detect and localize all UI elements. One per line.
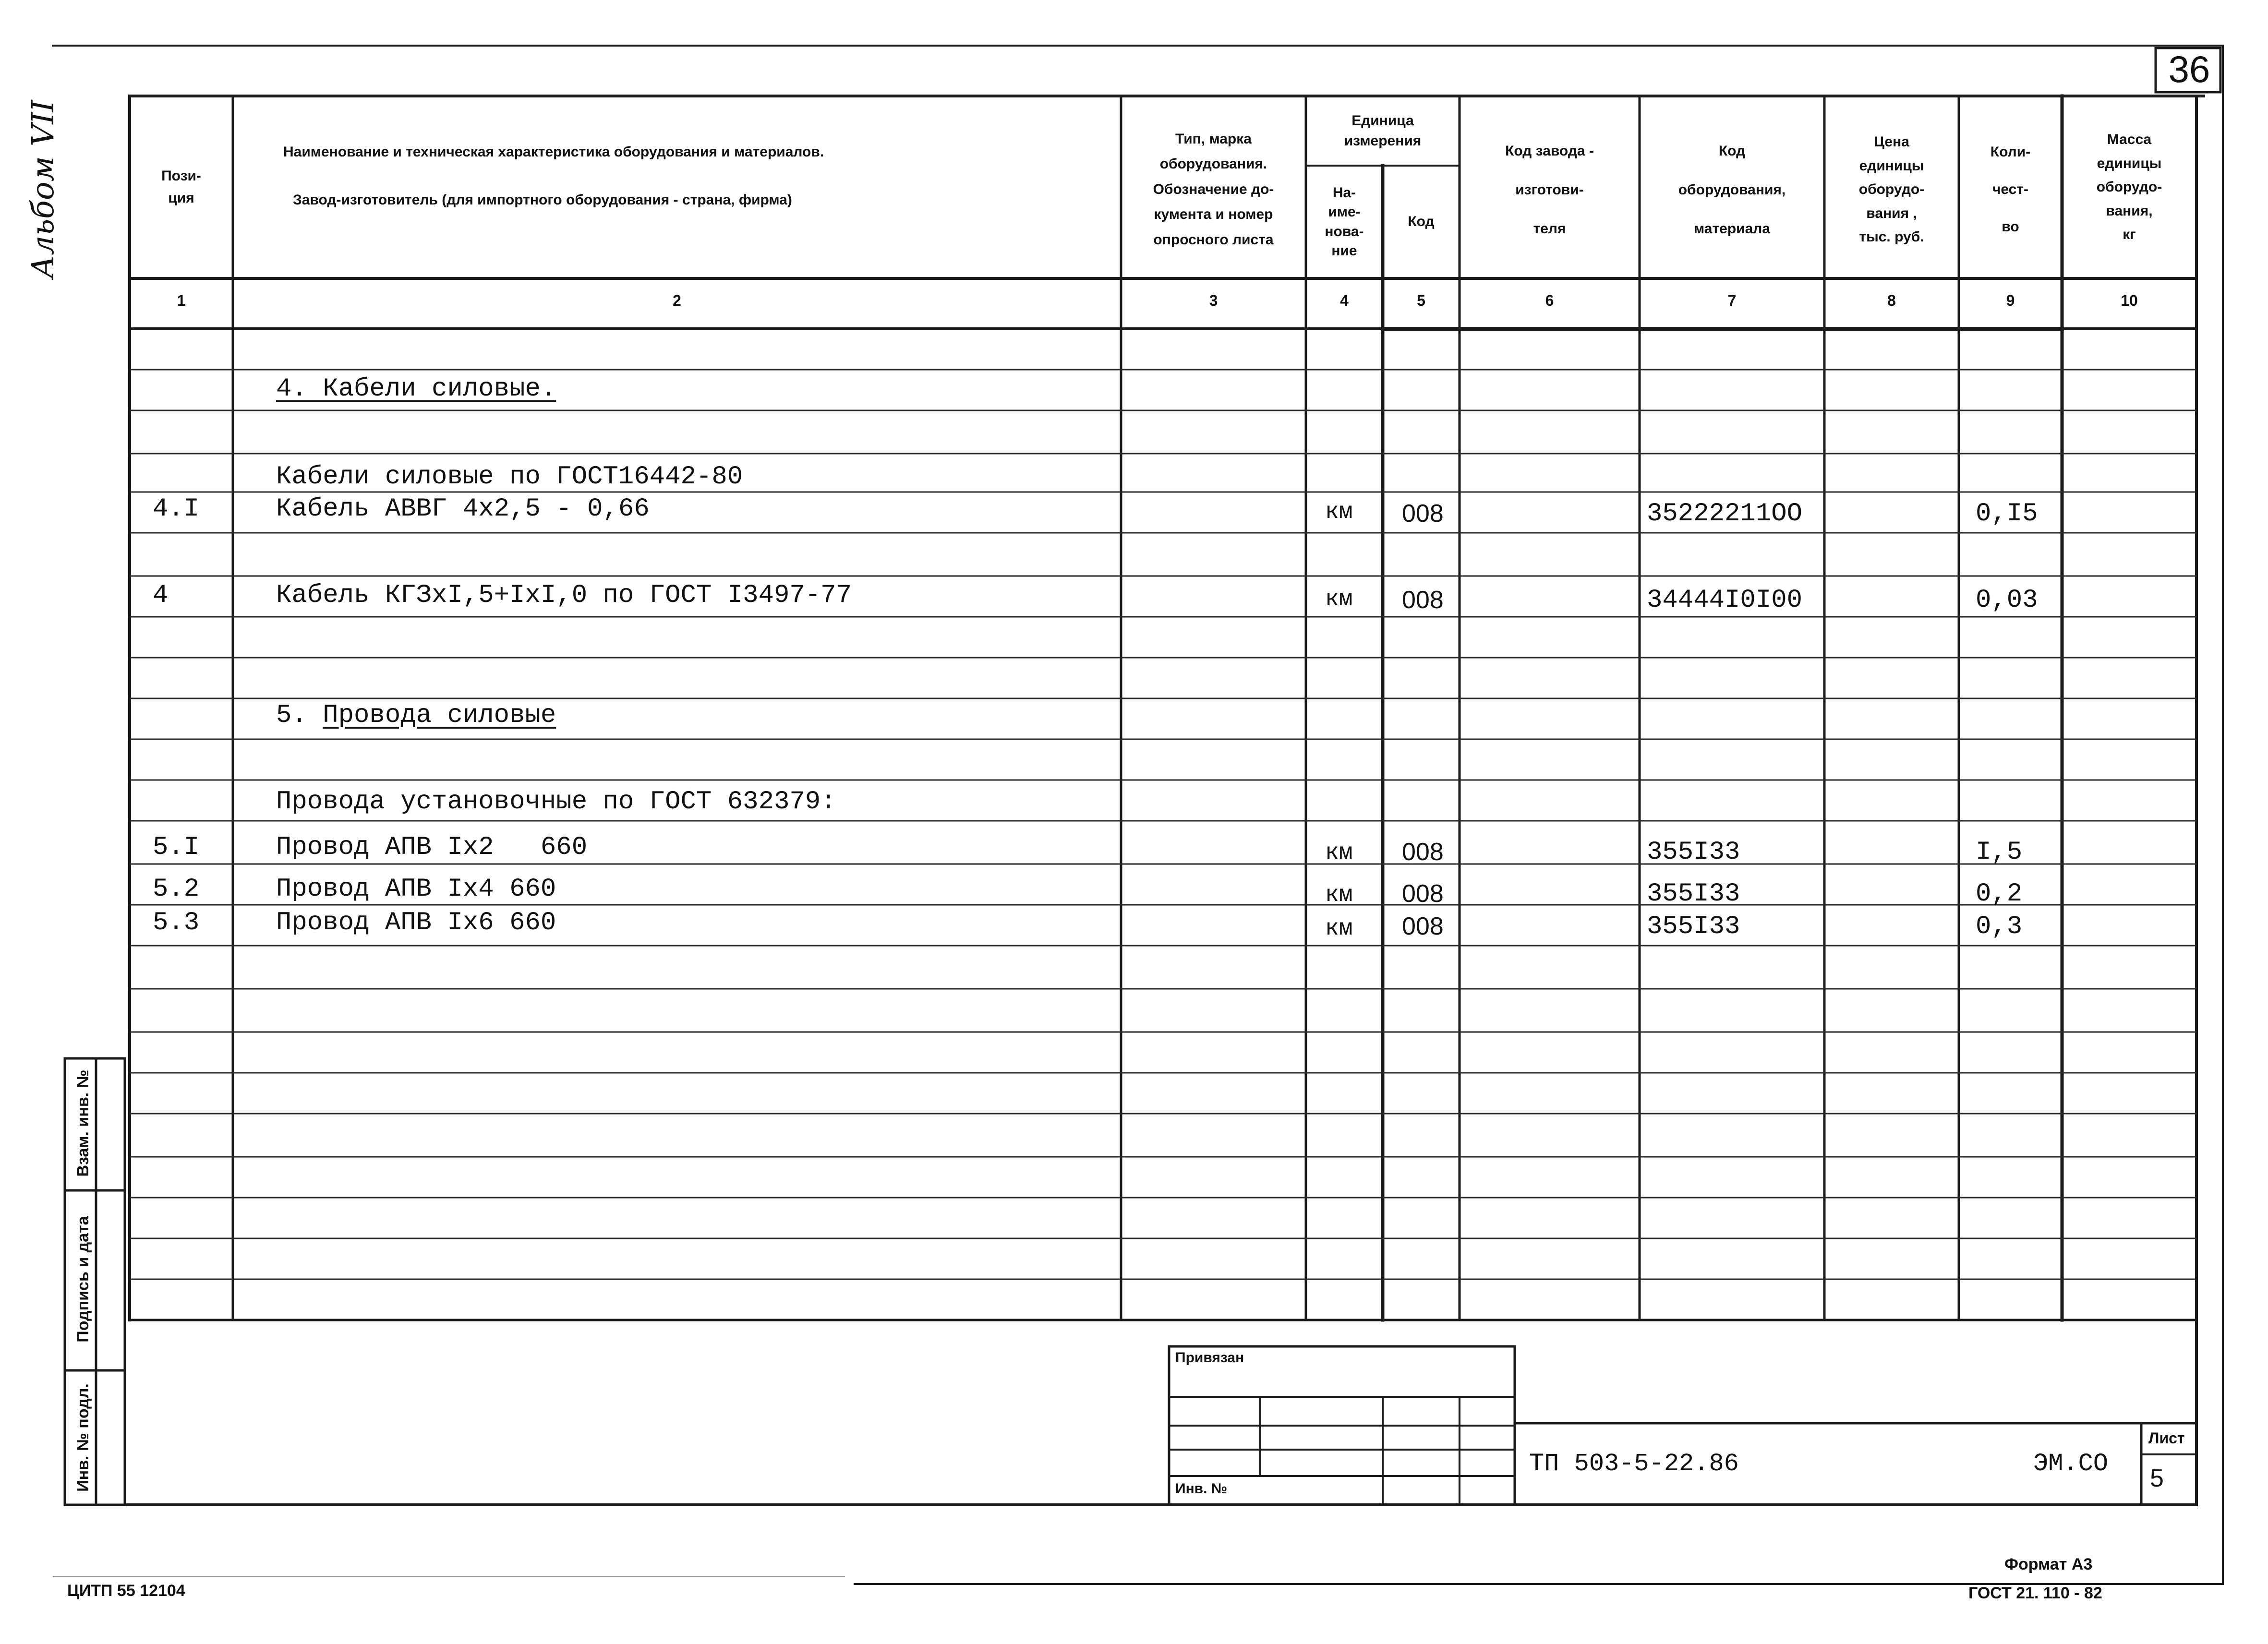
row-material-code: 355I33 [1647, 879, 1740, 909]
row-unit: км [1325, 499, 1353, 525]
album-label: Альбом VII [25, 100, 61, 278]
row-position: 4 [153, 581, 169, 610]
stamp-inv-podl: Инв. № подл. [74, 1383, 92, 1492]
title-privyazan: Привязан [1175, 1350, 1244, 1366]
row-name: Кабель КГЗхI,5+IхI,0 по ГОСТ I3497-77 [276, 581, 852, 610]
title-doc-code: ТП 503-5-22.86 [1529, 1450, 1739, 1478]
stamp-signature-date: Подпись и дата [74, 1216, 92, 1343]
row-name: Провод АПВ Iх2 660 [276, 833, 588, 862]
column-number-6: 6 [1545, 292, 1554, 309]
section-heading-cables: 4. Кабели силовые. [276, 374, 556, 404]
column-number-10: 10 [2121, 292, 2138, 309]
row-name: Провод АПВ Iх6 660 [276, 908, 556, 937]
group-title-cables: Кабели силовые по ГОСТ16442-80 [276, 462, 743, 492]
row-position: 5.3 [153, 908, 200, 937]
section-heading-wires-text: 5. Провода силовые [276, 701, 556, 730]
row-position: 4.I [153, 494, 200, 524]
footer-left: ЦИТП 55 12104 [67, 1582, 185, 1600]
row-material-code: 35222211OO [1647, 499, 1803, 528]
column-number-8: 8 [1887, 292, 1896, 309]
row-quantity: 0,2 [1976, 879, 2023, 909]
row-unit-code: 008 [1402, 912, 1444, 940]
header-col2-line2: Завод-изготовитель (для импортного оборудования - страна, фирма) [293, 192, 792, 208]
row-unit-code: 008 [1402, 500, 1444, 528]
header-col9: Коли- чест- во [1990, 144, 2031, 235]
column-number-7: 7 [1727, 292, 1737, 309]
group-title-wires: Провода установочные по ГОСТ 632379: [276, 787, 836, 816]
footer-gost: ГОСТ 21. 110 - 82 [1968, 1584, 2102, 1602]
title-mark: ЭМ.СО [2033, 1450, 2109, 1478]
header-col5: Код [1408, 214, 1435, 230]
header-col6: Код завода - изготови- теля [1505, 143, 1594, 237]
stamp-vzam-inv: Взам. инв. № [74, 1069, 92, 1177]
header-col2-line1: Наименование и техническая характеристика оборудования и материалов. [283, 144, 824, 160]
header-unit-group: Единица измерения [1344, 112, 1422, 149]
row-quantity: I,5 [1976, 838, 2023, 867]
column-number-5: 5 [1417, 292, 1425, 309]
title-list-label: Лист [2148, 1429, 2185, 1447]
row-position: 5.I [153, 833, 200, 862]
title-inv-no: Инв. № [1175, 1481, 1228, 1497]
column-number-9: 9 [2006, 292, 2015, 309]
row-unit-code: 008 [1402, 838, 1444, 866]
column-number-2: 2 [673, 292, 681, 309]
title-list-number: 5 [2150, 1464, 2164, 1492]
header-col7: Код оборудования, материала [1678, 143, 1786, 237]
header-col1: Пози- ция [161, 168, 201, 206]
row-unit: км [1325, 882, 1353, 908]
row-name: Провод АПВ Iх4 660 [276, 875, 556, 904]
header-col10: Масса единицы оборудо- вания, кг [2096, 132, 2162, 243]
header-col4: На- име- нова- ние [1325, 184, 1364, 259]
row-unit: км [1325, 840, 1353, 866]
row-unit-code: 008 [1402, 586, 1444, 614]
row-material-code: 355I33 [1647, 838, 1740, 867]
footer-format: Формат А3 [2004, 1555, 2093, 1573]
row-position: 5.2 [153, 875, 200, 904]
column-number-4: 4 [1340, 292, 1349, 309]
row-quantity: 0,I5 [1976, 499, 2038, 528]
row-quantity: 0,03 [1976, 586, 2038, 615]
section-heading-wires [276, 701, 556, 730]
row-unit-code: 008 [1402, 880, 1444, 908]
row-unit: км [1325, 587, 1353, 612]
column-number-1: 1 [177, 292, 186, 309]
row-unit: км [1325, 916, 1353, 942]
row-quantity: 0,3 [1976, 912, 2023, 941]
page-number: 36 [2168, 48, 2210, 90]
row-material-code: 34444I0I00 [1647, 586, 1803, 615]
header-col3: Тип, марка оборудования. Обозначение до- кумента и номер опросного листа [1153, 131, 1274, 248]
row-name: Кабель АВВГ 4х2,5 - 0,66 [276, 494, 650, 524]
column-number-3: 3 [1209, 292, 1218, 309]
row-material-code: 355I33 [1647, 912, 1740, 941]
header-col8: Цена единицы оборудо- вания , тыс. руб. [1858, 134, 1925, 245]
